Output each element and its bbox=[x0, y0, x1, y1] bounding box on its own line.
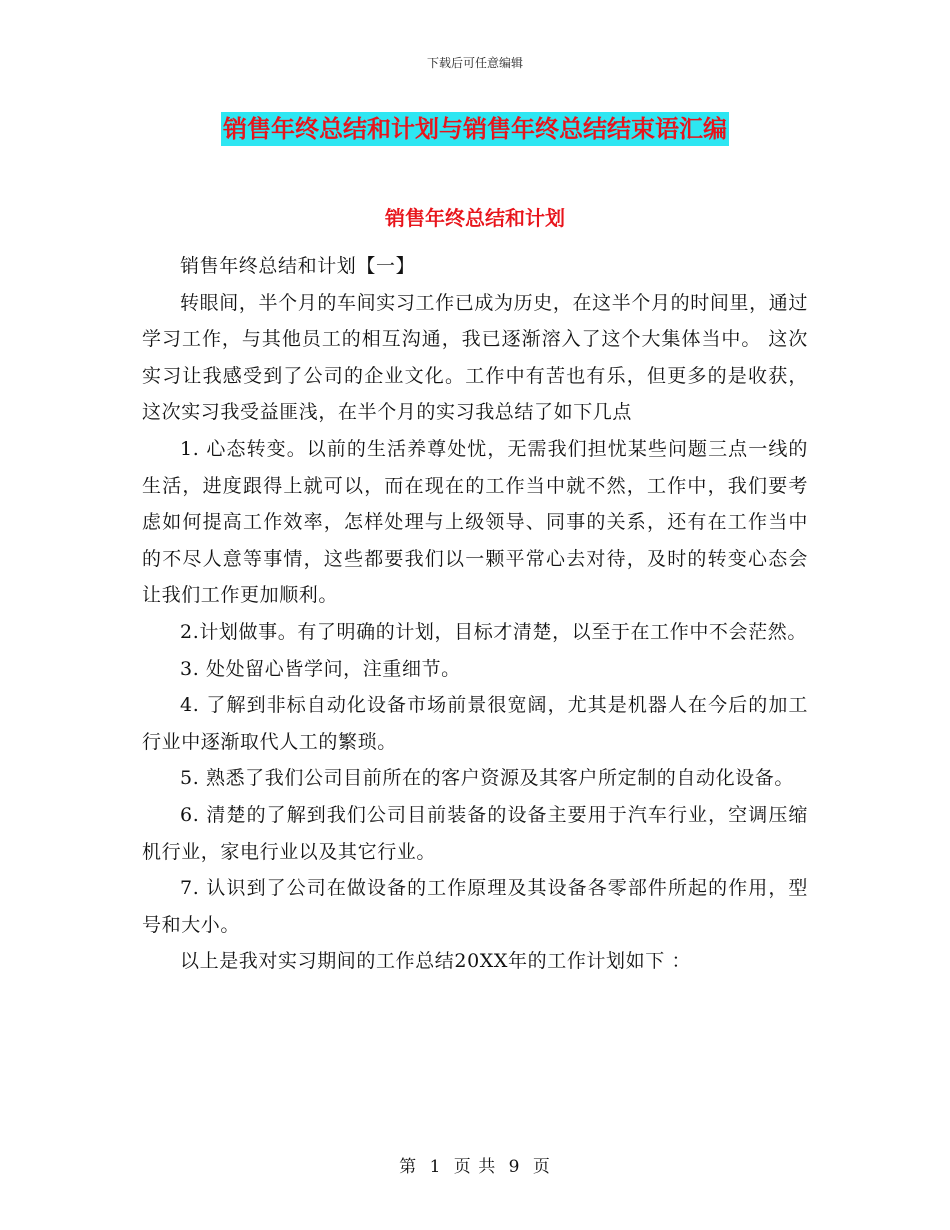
document-body bbox=[142, 248, 808, 980]
paragraph-item-1: 1. 心态转变。以前的生活养尊处忧，无需我们担忧某些问题三点一线的生活，进度跟得上就可以，而在现在的工作当中就不然，工作中，我们要考虑如何提高工作效率，怎样处理与上级领导、同事的关系，还有在工作当中的不尽人意等事情，这些都要我们以一颗平常心去对待，及时的转变心态会让我们工作更加顺利。 bbox=[142, 437, 808, 607]
paragraph-intro: 转眼间，半个月的车间实习工作已成为历史，在这半个月的时间里，通过学习工作，与其他员工的相互沟通，我已逐渐溶入了这个大集体当中。 这次实习让我感受到了公司的企业文化。工作中有苦也有乐，但更多的是收获，这次实习我受益匪浅，在半个月的实习我总结了如下几点 bbox=[142, 291, 808, 424]
paragraph-item-2: 2.计划做事。有了明确的计划，目标才清楚，以至于在工作中不会茫然。 bbox=[180, 620, 807, 643]
footer-prefix: 第 bbox=[399, 1157, 418, 1177]
section-title: 销售年终总结和计划 bbox=[385, 206, 565, 230]
footer-page-number: 1 bbox=[429, 1157, 442, 1177]
page-footer bbox=[0, 1152, 950, 1177]
paragraph-item-3: 3. 处处留心皆学问，注重细节。 bbox=[180, 657, 461, 680]
paragraph-item-5: 5. 熟悉了我们公司目前所在的客户资源及其客户所定制的自动化设备。 bbox=[180, 767, 794, 790]
footer-suffix: 页 bbox=[532, 1157, 551, 1177]
paragraph-plan-intro: 以上是我对实习期间的工作总结20XX年的工作计划如下 ： bbox=[180, 950, 692, 973]
paragraph-item-4: 4. 了解到非标自动化设备市场前景很宽阔，尤其是机器人在今后的加工行业中逐渐取代人工的繁琐。 bbox=[142, 694, 808, 753]
paragraph-item-7: 7. 认识到了公司在做设备的工作原理及其设备各零部件所起的作用，型号和大小。 bbox=[142, 877, 808, 936]
footer-middle: 页 共 bbox=[453, 1157, 497, 1177]
header-note: 下载后可任意编辑 bbox=[426, 56, 523, 70]
main-title: 销售年终总结和计划与销售年终总结结束语汇编 bbox=[221, 112, 729, 146]
main-title-wrap bbox=[0, 112, 950, 146]
paragraph-item-6: 6. 清楚的了解到我们公司目前装备的设备主要用于汽车行业，空调压缩机行业，家电行业以及其它行业。 bbox=[142, 803, 808, 863]
paragraph-subheading: 销售年终总结和计划【一】 bbox=[180, 255, 416, 277]
footer-total-pages: 9 bbox=[508, 1157, 521, 1177]
